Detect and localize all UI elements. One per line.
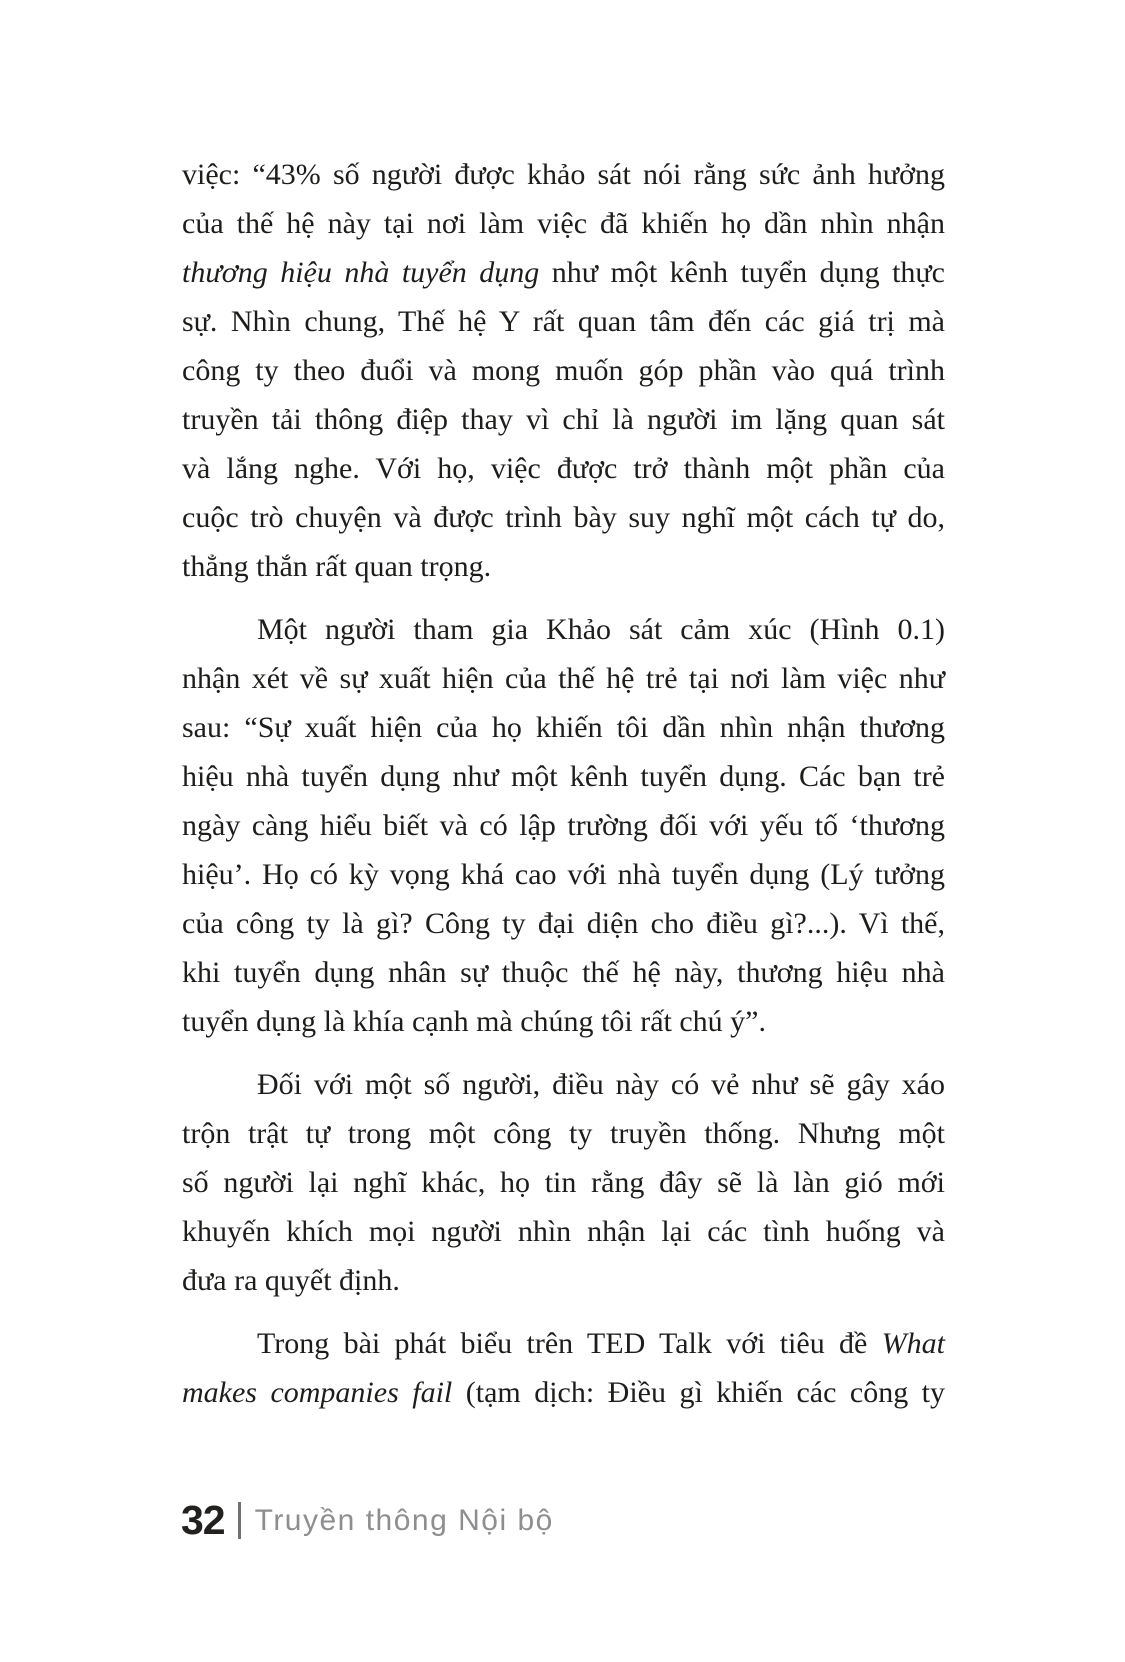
paragraph xyxy=(182,150,945,591)
text-line xyxy=(182,150,945,199)
text-line xyxy=(182,1319,945,1368)
text-line xyxy=(182,605,945,654)
text-segment: của công ty là gì? Công ty đại diện cho điều gì?...). Vì thế, xyxy=(182,907,945,940)
text-line xyxy=(182,542,945,591)
text-segment: như một kênh tuyển dụng thực xyxy=(539,256,946,289)
text-line xyxy=(182,297,945,346)
page-number: 32 xyxy=(181,1497,225,1543)
text-segment: đưa ra quyết định. xyxy=(182,1264,400,1297)
text-line xyxy=(182,850,945,899)
text-segment: công ty theo đuổi và mong muốn góp phần vào quá trình xyxy=(182,354,945,387)
text-segment: Một người tham gia Khảo sát cảm xúc (Hình 0.1) xyxy=(257,613,945,646)
text-segment: (tạm dịch: Điều gì khiến các công ty xyxy=(452,1376,946,1409)
text-segment: sau: “Sự xuất hiện của họ khiến tôi dần nhìn nhận thương xyxy=(182,711,945,744)
text-line xyxy=(182,1256,945,1305)
text-line xyxy=(182,248,945,297)
text-segment: ngày càng hiểu biết và có lập trường đối với yếu tố ‘thương xyxy=(182,809,945,842)
italic-text-segment: makes companies fail xyxy=(182,1376,453,1409)
text-segment: hiệu nhà tuyển dụng như một kênh tuyển dụng. Các bạn trẻ xyxy=(182,760,945,793)
footer-divider-bar xyxy=(238,1502,241,1539)
text-line xyxy=(182,654,945,703)
text-line xyxy=(182,997,945,1046)
text-content xyxy=(182,150,945,1417)
text-segment: và lắng nghe. Với họ, việc được trở thành một phần của xyxy=(182,452,945,485)
italic-text-segment: thương hiệu nhà tuyển dụng xyxy=(182,256,540,289)
text-segment: của thế hệ này tại nơi làm việc đã khiến họ dần nhìn nhận xyxy=(182,207,945,240)
text-segment: khuyến khích mọi người nhìn nhận lại các tình huống và xyxy=(182,1215,945,1248)
text-line xyxy=(182,801,945,850)
book-title: Truyền thông Nội bộ xyxy=(254,1503,554,1537)
text-segment: cuộc trò chuyện và được trình bày suy nghĩ một cách tự do, xyxy=(182,501,945,534)
text-line xyxy=(182,444,945,493)
text-line xyxy=(182,752,945,801)
text-line xyxy=(182,948,945,997)
text-line xyxy=(182,1060,945,1109)
text-line xyxy=(182,395,945,444)
text-segment: thẳng thắn rất quan trọng. xyxy=(182,550,492,583)
paragraph xyxy=(182,1060,945,1305)
text-segment: hiệu’. Họ có kỳ vọng khá cao với nhà tuyển dụng (Lý tưởng xyxy=(182,858,945,891)
text-line xyxy=(182,1158,945,1207)
text-line xyxy=(182,1368,945,1417)
paragraph xyxy=(182,1319,945,1417)
text-line xyxy=(182,199,945,248)
paragraph xyxy=(182,605,945,1046)
text-segment: Trong bài phát biểu trên TED Talk với tiêu đề xyxy=(257,1327,882,1360)
text-line xyxy=(182,703,945,752)
text-segment: sự. Nhìn chung, Thế hệ Y rất quan tâm đến các giá trị mà xyxy=(182,305,945,338)
text-segment: trộn trật tự trong một công ty truyền thống. Nhưng một xyxy=(182,1117,945,1150)
text-segment: việc: “43% số người được khảo sát nói rằng sức ảnh hưởng xyxy=(182,158,945,191)
text-segment: số người lại nghĩ khác, họ tin rằng đây sẽ là làn gió mới xyxy=(182,1166,945,1199)
text-segment: nhận xét về sự xuất hiện của thế hệ trẻ tại nơi làm việc như xyxy=(182,662,945,695)
italic-text-segment: What xyxy=(881,1327,945,1360)
text-segment: truyền tải thông điệp thay vì chỉ là người im lặng quan sát xyxy=(182,403,945,436)
footer xyxy=(181,1497,554,1543)
text-line xyxy=(182,346,945,395)
text-line xyxy=(182,1109,945,1158)
text-line xyxy=(182,899,945,948)
text-segment: khi tuyển dụng nhân sự thuộc thế hệ này, thương hiệu nhà xyxy=(182,956,945,989)
text-segment: tuyển dụng là khía cạnh mà chúng tôi rất chú ý”. xyxy=(182,1005,766,1038)
text-line xyxy=(182,1207,945,1256)
text-line xyxy=(182,493,945,542)
text-segment: Đối với một số người, điều này có vẻ như sẽ gây xáo xyxy=(257,1068,945,1101)
